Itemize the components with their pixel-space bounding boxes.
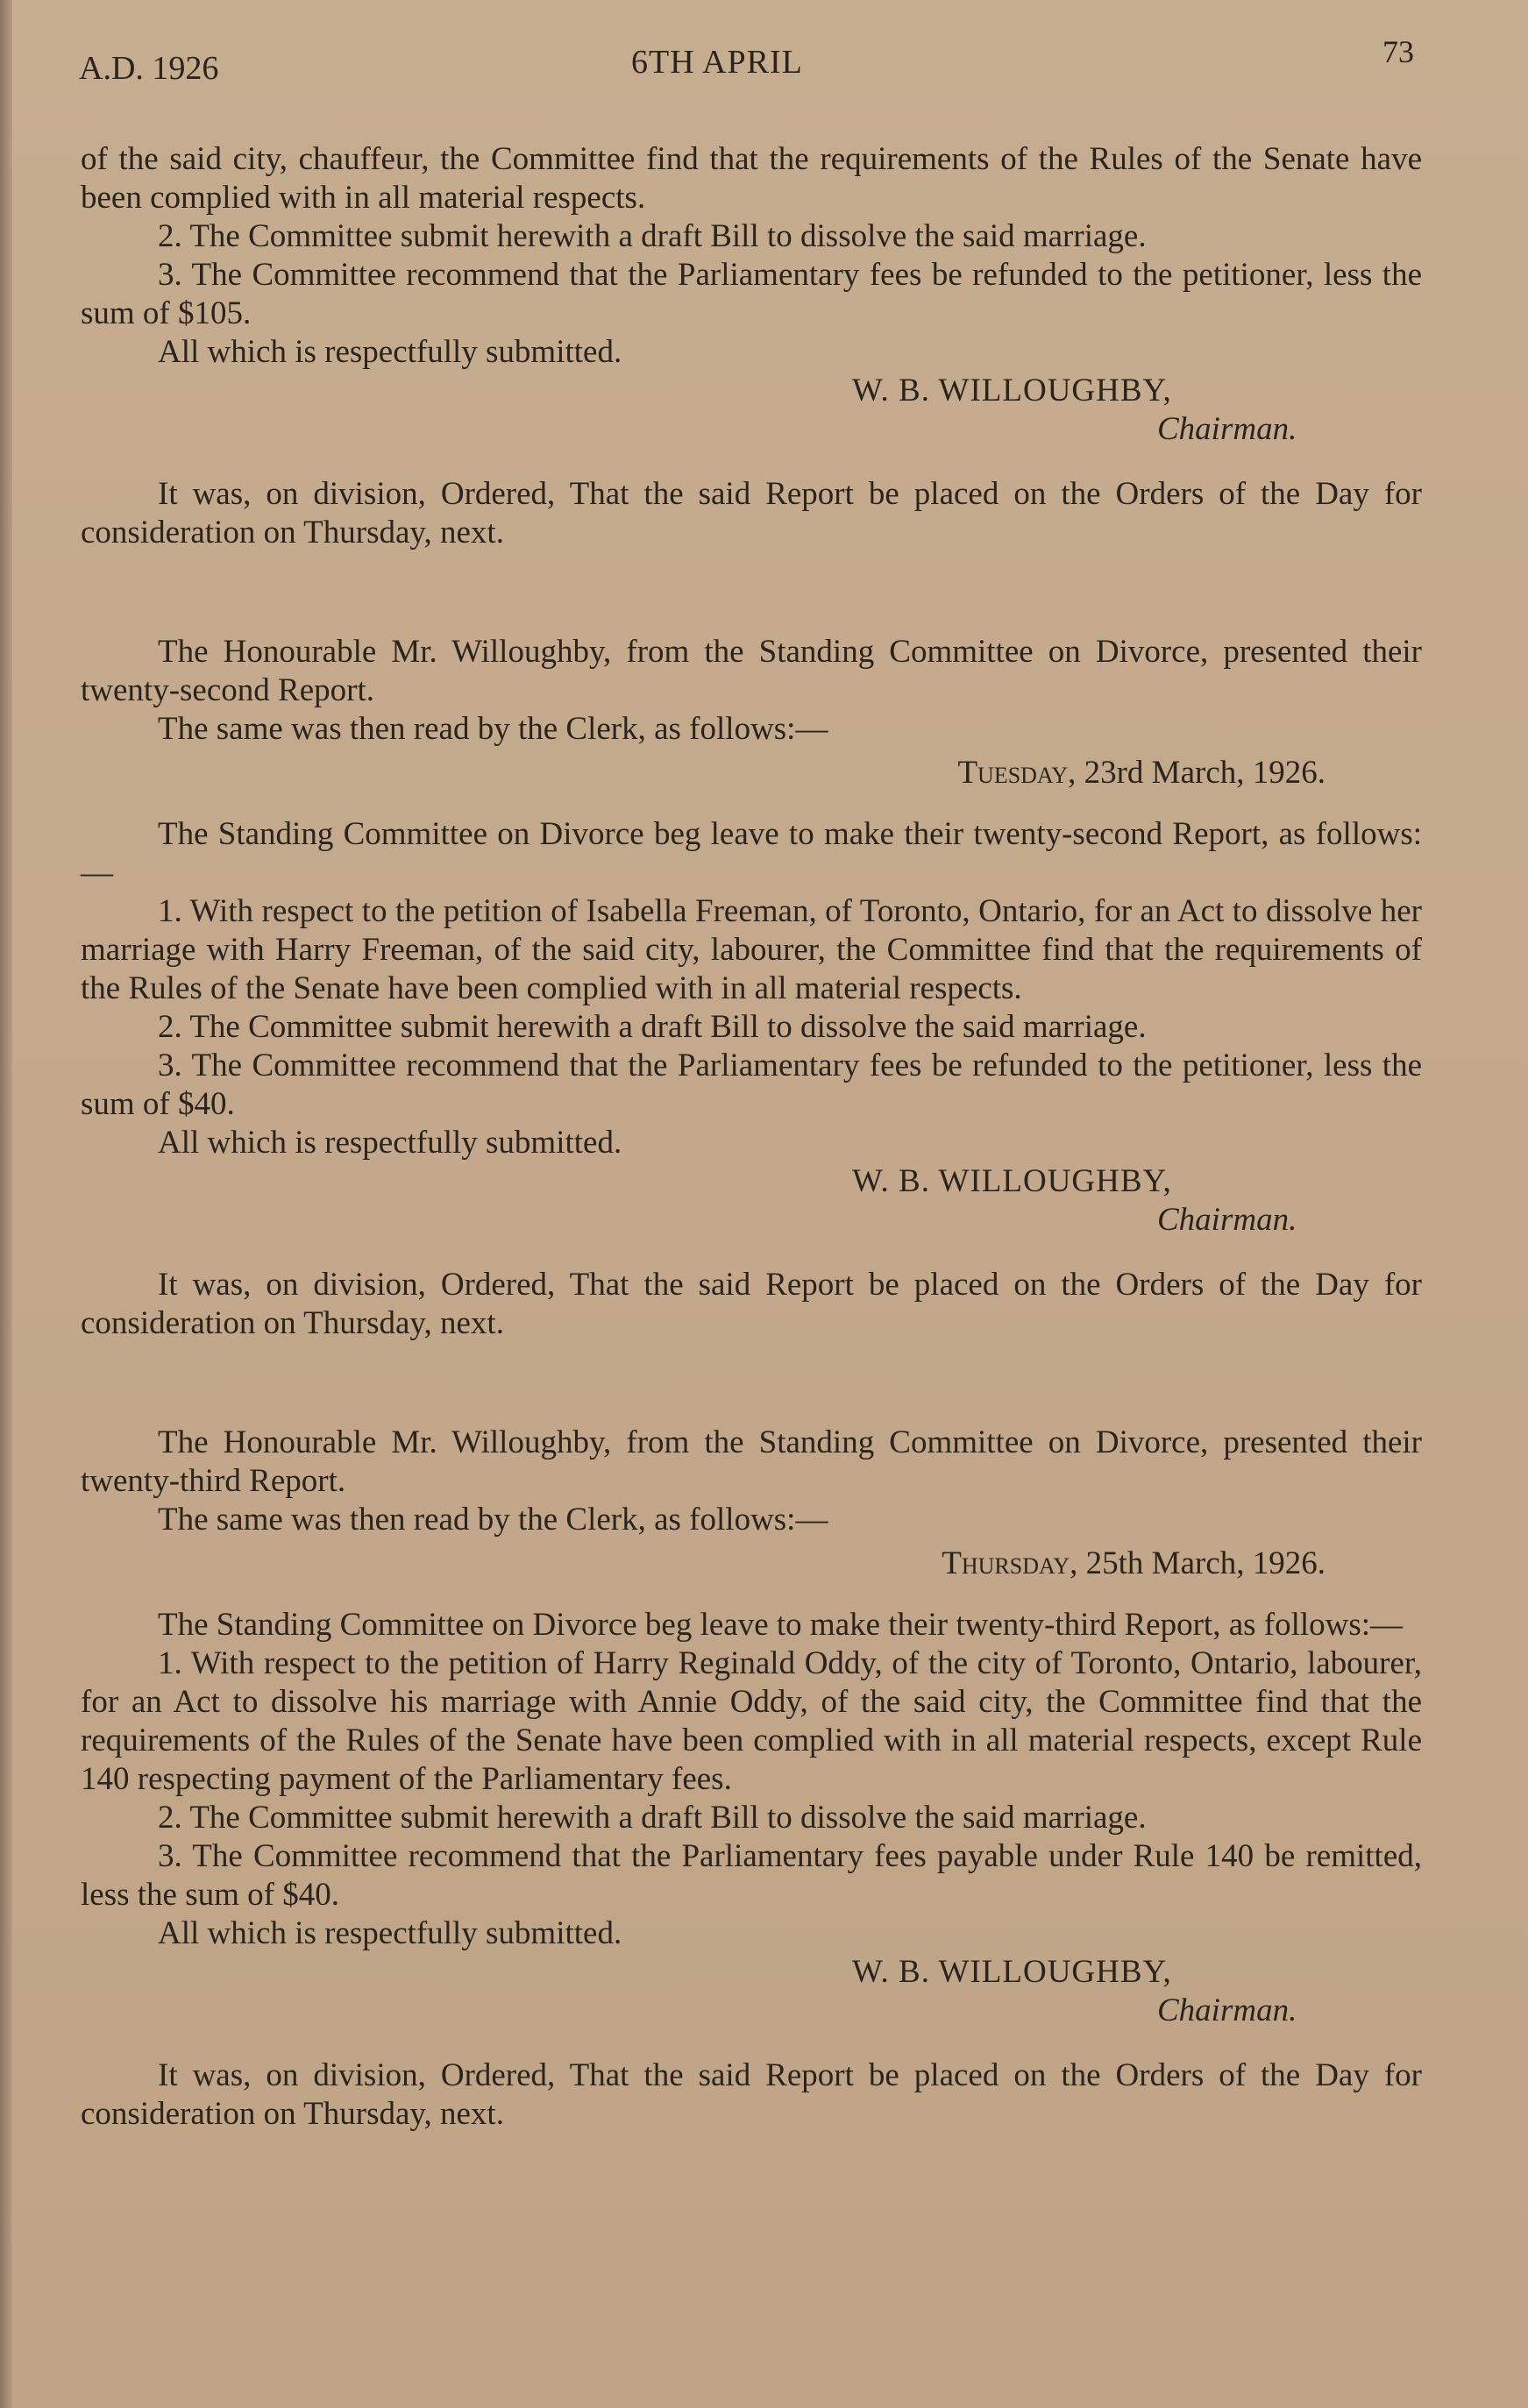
signature: W. B. WILLOUGHBY, [852,1163,1172,1199]
report-date-rest: 25th March, 1926. [1077,1545,1325,1581]
report-date-rest: 23rd March, 1926. [1076,755,1325,791]
header-date: 6TH APRIL [631,44,803,81]
order-paragraph: It was, on division, Ordered, That the said Report be placed on the Orders of the Day for consideration on Thursday, next. [81,476,1422,551]
item-1: 1. With respect to the petition of Isabella Freeman, of Toronto, Ontario, for an Act to dissolve her marriage with Harry Freeman, of the said city, labourer, the Committee find that the requirements of the Rules of the Senate have been complied with in all material respects. [81,893,1422,1006]
header-year: A.D. 1926 [79,50,219,87]
continuation-paragraph: of the said city, chauffeur, the Committee find that the requirements of the Rules of the Senate have been complied with in all material respects. [81,141,1422,216]
item-3: 3. The Committee recommend that the Parliamentary fees payable under Rule 140 be remitted, less the sum of $40. [81,1838,1422,1913]
report-opening: The Standing Committee on Divorce beg leave to make their twenty-third Report, as follows:— [158,1607,1404,1643]
submitted-line: All which is respectfully submitted. [158,1125,622,1161]
report-date [81,1545,1422,1583]
read-by-clerk: The same was then read by the Clerk, as follows:— [158,1502,828,1538]
report-intro-paragraph: The Honourable Mr. Willoughby, from the Standing Committee on Divorce, presented their twenty-third Report. [81,1424,1422,1499]
read-by-clerk: The same was then read by the Clerk, as follows:— [158,711,828,747]
submitted-line: All which is respectfully submitted. [158,1915,622,1951]
item-1: 1. With respect to the petition of Harry Reginald Oddy, of the city of Toronto, Ontario, labourer, for an Act to dissolve his marriage with Annie Oddy, of the said city, the Committee find that the requirements of the Rules of the Senate have been complied with in all material respects, except Rule 140 respecting payment of the Parliamentary fees. [81,1645,1422,1797]
report-intro-paragraph: The Honourable Mr. Willoughby, from the Standing Committee on Divorce, presented their twenty-second Report. [81,634,1422,708]
item-2: 2. The Committee submit herewith a draft Bill to dissolve the said marriage. [158,1800,1147,1836]
item-3: 3. The Committee recommend that the Parliamentary fees be refunded to the petitioner, less the sum of $105. [81,257,1422,331]
order-paragraph: It was, on division, Ordered, That the said Report be placed on the Orders of the Day for consideration on Thursday, next. [81,2057,1422,2132]
chairman-title: Chairman. [1157,1992,1297,2028]
signature: W. B. WILLOUGHBY, [852,1954,1172,1990]
report-date-day: Tuesday, [957,755,1077,791]
report-date-day: Thursday, [942,1545,1078,1581]
item-3: 3. The Committee recommend that the Parliamentary fees be refunded to the petitioner, less the sum of $40. [81,1048,1422,1122]
signature: W. B. WILLOUGHBY, [852,373,1172,408]
page-header [79,34,1414,87]
submitted-line: All which is respectfully submitted. [158,334,622,370]
page-number: 73 [1382,34,1414,69]
item-2: 2. The Committee submit herewith a draft Bill to dissolve the said marriage. [158,218,1147,254]
report-date [81,754,1422,792]
item-2: 2. The Committee submit herewith a draft Bill to dissolve the said marriage. [158,1009,1147,1045]
chairman-title: Chairman. [1157,1202,1297,1238]
report-opening: The Standing Committee on Divorce beg leave to make their twenty-second Report, as follows:— [81,816,1422,891]
page-body [81,140,1422,2134]
chairman-title: Chairman. [1157,411,1297,447]
order-paragraph: It was, on division, Ordered, That the said Report be placed on the Orders of the Day for consideration on Thursday, next. [81,1267,1422,1341]
